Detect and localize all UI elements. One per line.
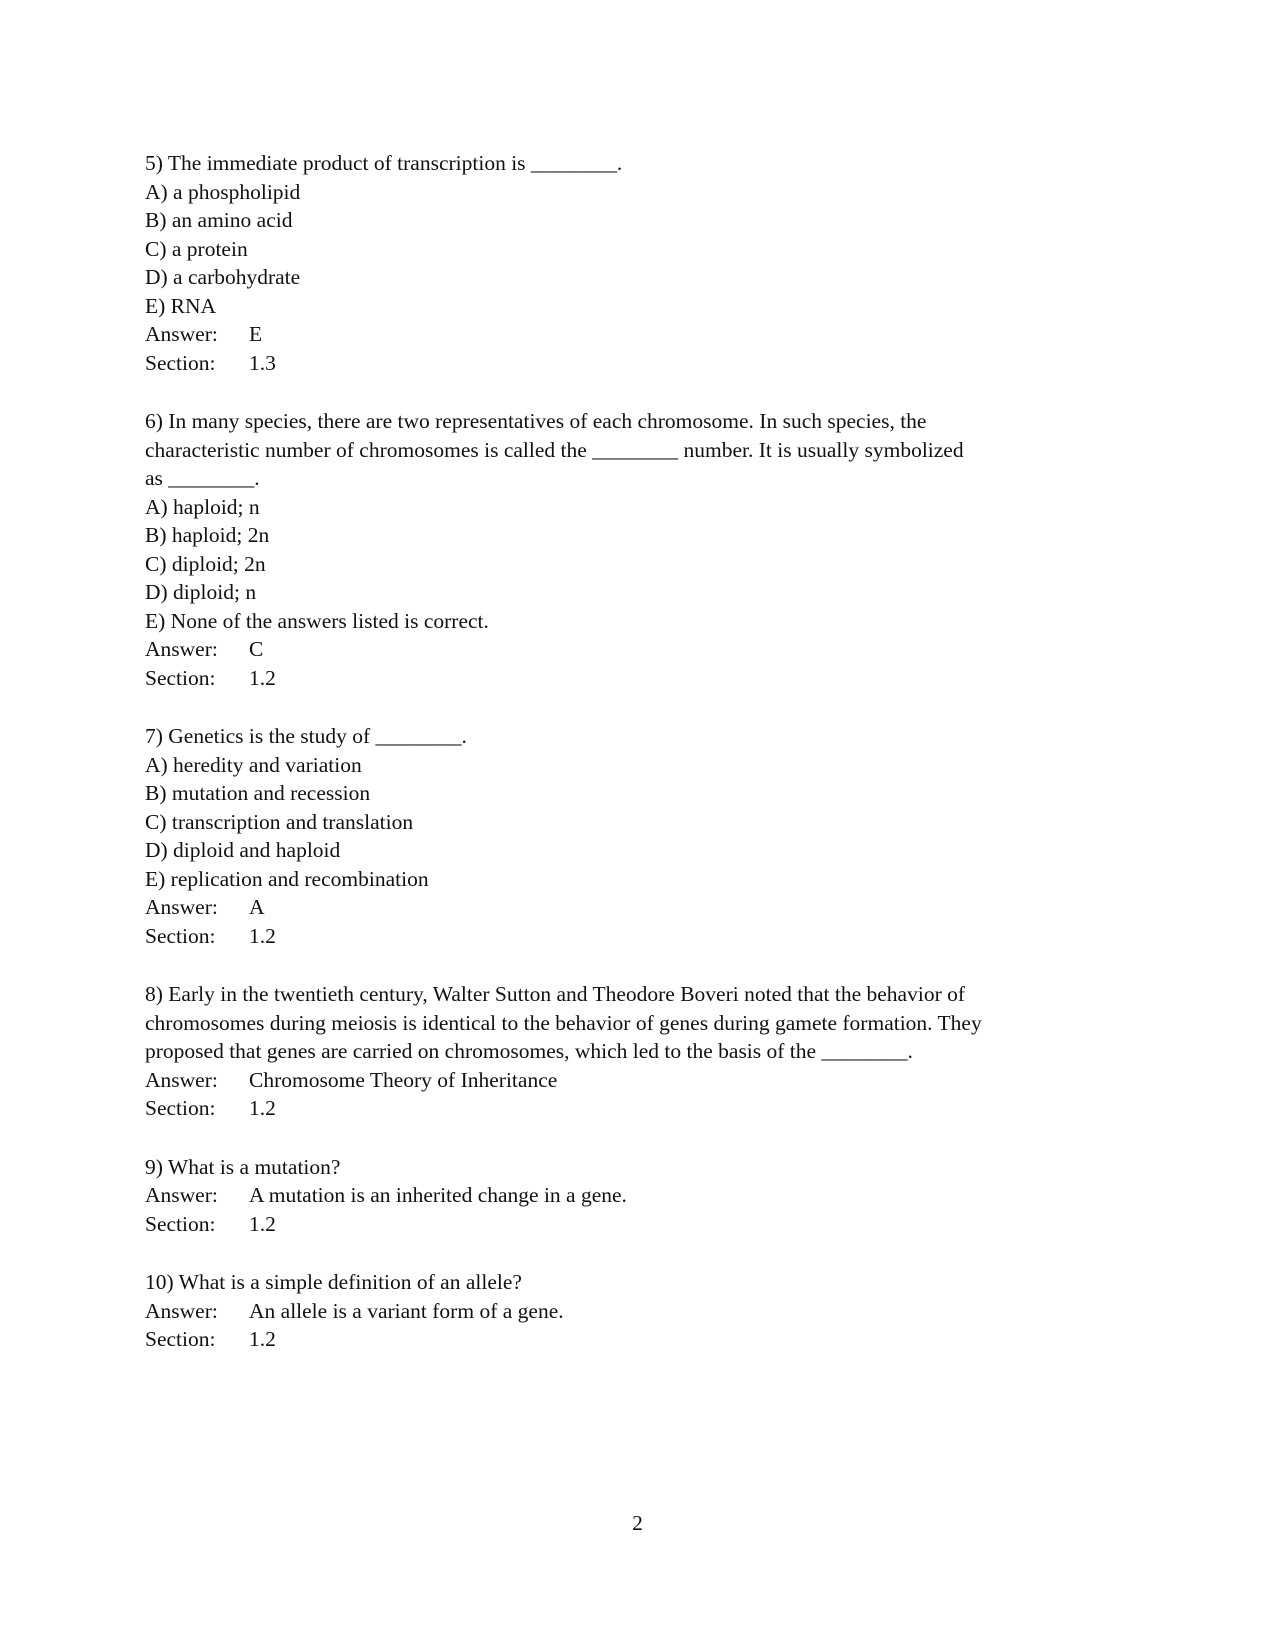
- question-text-line: 6) In many species, there are two representatives of each chromosome. In such species, the: [145, 409, 927, 433]
- answer-row: [145, 1066, 1155, 1095]
- answer-option: B) mutation and recession: [145, 781, 371, 805]
- answer-value: C: [249, 637, 264, 661]
- answer-option: C) a protein: [145, 236, 248, 261]
- section-row: [145, 922, 1155, 951]
- section-label: Section:: [145, 1096, 216, 1120]
- answer-value: E: [249, 322, 263, 346]
- section-value: 1.2: [249, 1327, 276, 1351]
- section-value: 1.3: [249, 350, 276, 375]
- question-text-line: 7) Genetics is the study of ________.: [145, 724, 467, 748]
- question-block: [145, 1153, 1155, 1239]
- section-row: [145, 664, 1155, 693]
- section-row: [145, 1210, 1155, 1239]
- answer-label: Answer:: [145, 1298, 218, 1323]
- answer-option: E) replication and recombination: [145, 866, 429, 891]
- answer-option: B) haploid; 2n: [145, 523, 270, 547]
- question-text-line: 5) The immediate product of transcription is ________.: [145, 151, 623, 175]
- answer-label: Answer:: [145, 1183, 218, 1207]
- answer-label: Answer:: [145, 895, 218, 919]
- section-value: 1.2: [249, 1211, 276, 1236]
- answer-row: [145, 635, 1155, 664]
- section-value: 1.2: [249, 665, 276, 690]
- question-text-line: 10) What is a simple definition of an allele?: [145, 1270, 522, 1294]
- page-number: 2: [632, 1511, 643, 1535]
- answer-row: [145, 893, 1155, 922]
- answer-option: D) diploid; n: [145, 580, 257, 604]
- section-row: [145, 1325, 1155, 1354]
- section-label: Section:: [145, 923, 216, 948]
- section-value: 1.2: [249, 1096, 276, 1120]
- answer-option: A) haploid; n: [145, 494, 260, 519]
- answer-value: An allele is a variant form of a gene.: [249, 1298, 564, 1323]
- document-page: [145, 149, 1155, 1354]
- question-text-line: as ________.: [145, 466, 260, 490]
- question-text-line: 8) Early in the twentieth century, Walter Sutton and Theodore Boveri noted that the behavior of: [145, 982, 966, 1006]
- answer-label: Answer:: [145, 1067, 218, 1092]
- answer-row: [145, 1297, 1155, 1326]
- section-label: Section:: [145, 350, 216, 375]
- answer-option: C) diploid; 2n: [145, 551, 266, 576]
- section-label: Section:: [145, 665, 216, 690]
- question-text-line: chromosomes during meiosis is identical to the behavior of genes during gamete formation. They: [145, 1010, 982, 1035]
- answer-row: [145, 1181, 1155, 1210]
- answer-value: A: [249, 895, 265, 919]
- question-text-line: proposed that genes are carried on chromosomes, which led to the basis of the ________.: [145, 1039, 913, 1063]
- answer-value: Chromosome Theory of Inheritance: [249, 1067, 558, 1092]
- question-block: [145, 407, 1155, 692]
- answer-option: E) RNA: [145, 293, 217, 318]
- answer-option: A) heredity and variation: [145, 752, 362, 777]
- question-block: [145, 149, 1155, 377]
- section-label: Section:: [145, 1211, 216, 1236]
- answer-row: [145, 320, 1155, 349]
- question-block: [145, 980, 1155, 1123]
- answer-option: D) diploid and haploid: [145, 838, 341, 862]
- question-block: [145, 722, 1155, 950]
- questions-list: [145, 149, 1155, 1354]
- answer-value: A mutation is an inherited change in a gene.: [249, 1183, 627, 1207]
- section-row: [145, 349, 1155, 378]
- answer-option: C) transcription and translation: [145, 809, 414, 834]
- answer-option: B) an amino acid: [145, 208, 293, 232]
- question-text-line: characteristic number of chromosomes is called the ________ number. It is usually symbolized: [145, 437, 964, 462]
- answer-option: E) None of the answers listed is correct.: [145, 608, 489, 633]
- answer-option: D) a carbohydrate: [145, 265, 301, 289]
- answer-label: Answer:: [145, 637, 218, 661]
- section-value: 1.2: [249, 923, 276, 948]
- question-block: [145, 1268, 1155, 1354]
- section-label: Section:: [145, 1327, 216, 1351]
- question-text-line: 9) What is a mutation?: [145, 1154, 341, 1179]
- section-row: [145, 1094, 1155, 1123]
- answer-label: Answer:: [145, 322, 218, 346]
- answer-option: A) a phospholipid: [145, 179, 301, 204]
